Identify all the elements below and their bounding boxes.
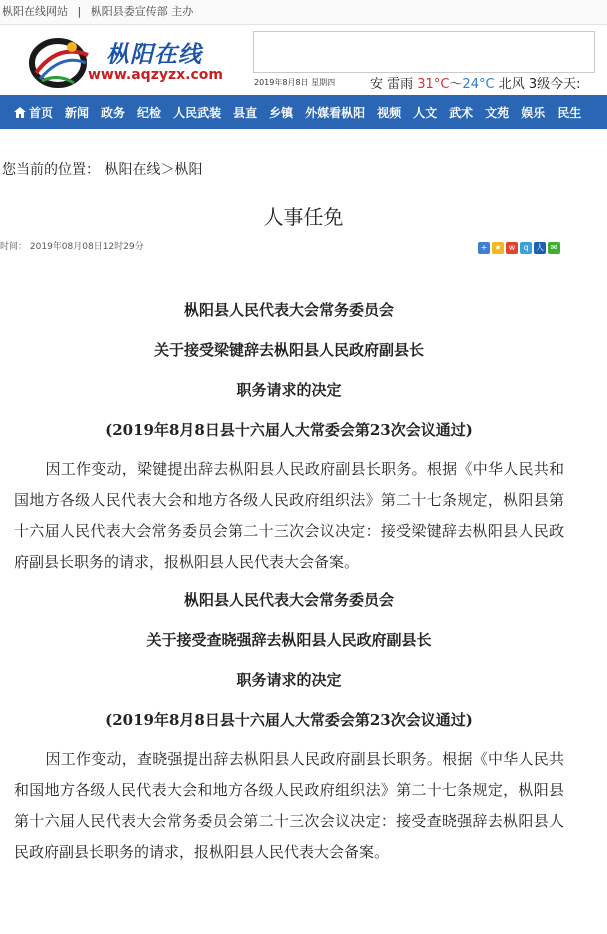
time-label: 时间： [0, 242, 28, 252]
nav-item-literature[interactable]: 文苑 [485, 105, 510, 120]
nav-item-livelihood[interactable]: 民生 [557, 105, 582, 120]
breadcrumb [2, 159, 202, 179]
share-weibo-icon[interactable]: w [506, 242, 518, 254]
site-logo[interactable] [28, 33, 228, 93]
section-subheading: 关于接受梁键辞去枞阳县人民政府副县长 [153, 341, 424, 359]
nav-item-entertainment[interactable]: 娱乐 [521, 105, 546, 120]
separator: | [77, 5, 82, 18]
weather-wind: 北风 3级今天: [498, 77, 581, 92]
breadcrumb-link[interactable]: 枞阳在线＞枞阳 [104, 162, 203, 178]
publish-time [0, 239, 144, 252]
top-bar [0, 0, 607, 25]
nav-item-county-depts[interactable]: 县直 [233, 105, 258, 120]
current-date: 2019年8月8日 星期四 [254, 78, 336, 87]
nav-item-armed-forces[interactable]: 人民武装 [173, 105, 222, 120]
site-header [0, 25, 607, 95]
section-subheading: 职务请求的决定 [236, 671, 342, 689]
nav-item-culture[interactable]: 人文 [413, 105, 438, 120]
section-meeting-note: (2019年8月8日县十六届人大常委会第23次会议通过) [105, 421, 473, 439]
section-heading: 枞阳县人民代表大会常务委员会 [183, 301, 394, 319]
nav-item-news[interactable]: 新闻 [65, 105, 90, 120]
decision-section [14, 294, 564, 578]
header-banner-box [253, 31, 595, 73]
logo-name: 枞阳在线 [106, 42, 202, 68]
host-text: 枞阳县委宣传部 主办 [90, 5, 194, 18]
article-body [14, 294, 564, 874]
share-tqq-icon[interactable]: q [520, 242, 532, 254]
nav-item-video[interactable]: 视频 [377, 105, 402, 120]
page-title: 人事任免 [263, 205, 344, 229]
share-plus-icon[interactable]: + [478, 242, 490, 254]
weather-high: 31°C [417, 77, 450, 92]
share-bar [478, 242, 562, 254]
section-subheading: 关于接受查晓强辞去枞阳县人民政府副县长 [146, 631, 432, 649]
nav-item-home[interactable] [0, 104, 59, 121]
site-name-link[interactable]: 枞阳在线网站 [2, 5, 68, 18]
section-subheading: 职务请求的决定 [236, 381, 342, 399]
weather-info [370, 77, 595, 93]
share-wechat-icon[interactable]: ✉ [548, 242, 560, 254]
nav-item-martial-arts[interactable]: 武术 [449, 105, 474, 120]
nav-item-label: 首页 [29, 105, 54, 120]
share-renren-icon[interactable]: 人 [536, 243, 544, 252]
time-value: 2019年08月08日12时29分 [29, 242, 144, 252]
logo-url: www.aqzyzx.com [88, 67, 223, 83]
weather-city: 安 雷雨 [370, 77, 414, 92]
home-icon [14, 107, 26, 118]
weather-sep: ～ [449, 77, 463, 92]
share-qzone-icon[interactable]: ★ [492, 242, 504, 254]
section-paragraph: 因工作变动，查晓强提出辞去枞阳县人民政府副县长职务。根据《中华人民共和国地方各级人民代表大会和地方各级人民政府组织法》第二十七条规定，枞阳县第十六届人民代表大会常务委员会第二十三次会议决定：接受查晓强辞去枞阳县人民政府副县长职务的请求，报枞阳县人民代表大会备案。 [14, 750, 564, 861]
decision-section [14, 584, 564, 868]
weather-low: 24°C [462, 77, 495, 92]
main-nav [0, 95, 607, 129]
nav-item-towns[interactable]: 乡镇 [269, 105, 294, 120]
breadcrumb-prefix: 您当前的位置： [2, 162, 100, 178]
nav-item-discipline[interactable]: 纪检 [137, 105, 162, 120]
section-paragraph: 因工作变动，梁键提出辞去枞阳县人民政府副县长职务。根据《中华人民共和国地方各级人民代表大会和地方各级人民政府组织法》第二十七条规定，枞阳县第十六届人民代表大会常务委员会第二十三次会议决定：接受梁键辞去枞阳县人民政府副县长职务的请求，报枞阳县人民代表大会备案。 [14, 460, 564, 571]
nav-item-government[interactable]: 政务 [101, 105, 126, 120]
section-heading: 枞阳县人民代表大会常务委员会 [183, 591, 394, 609]
section-meeting-note: (2019年8月8日县十六届人大常委会第23次会议通过) [105, 711, 473, 729]
nav-item-foreign-media[interactable]: 外媒看枞阳 [305, 105, 366, 120]
